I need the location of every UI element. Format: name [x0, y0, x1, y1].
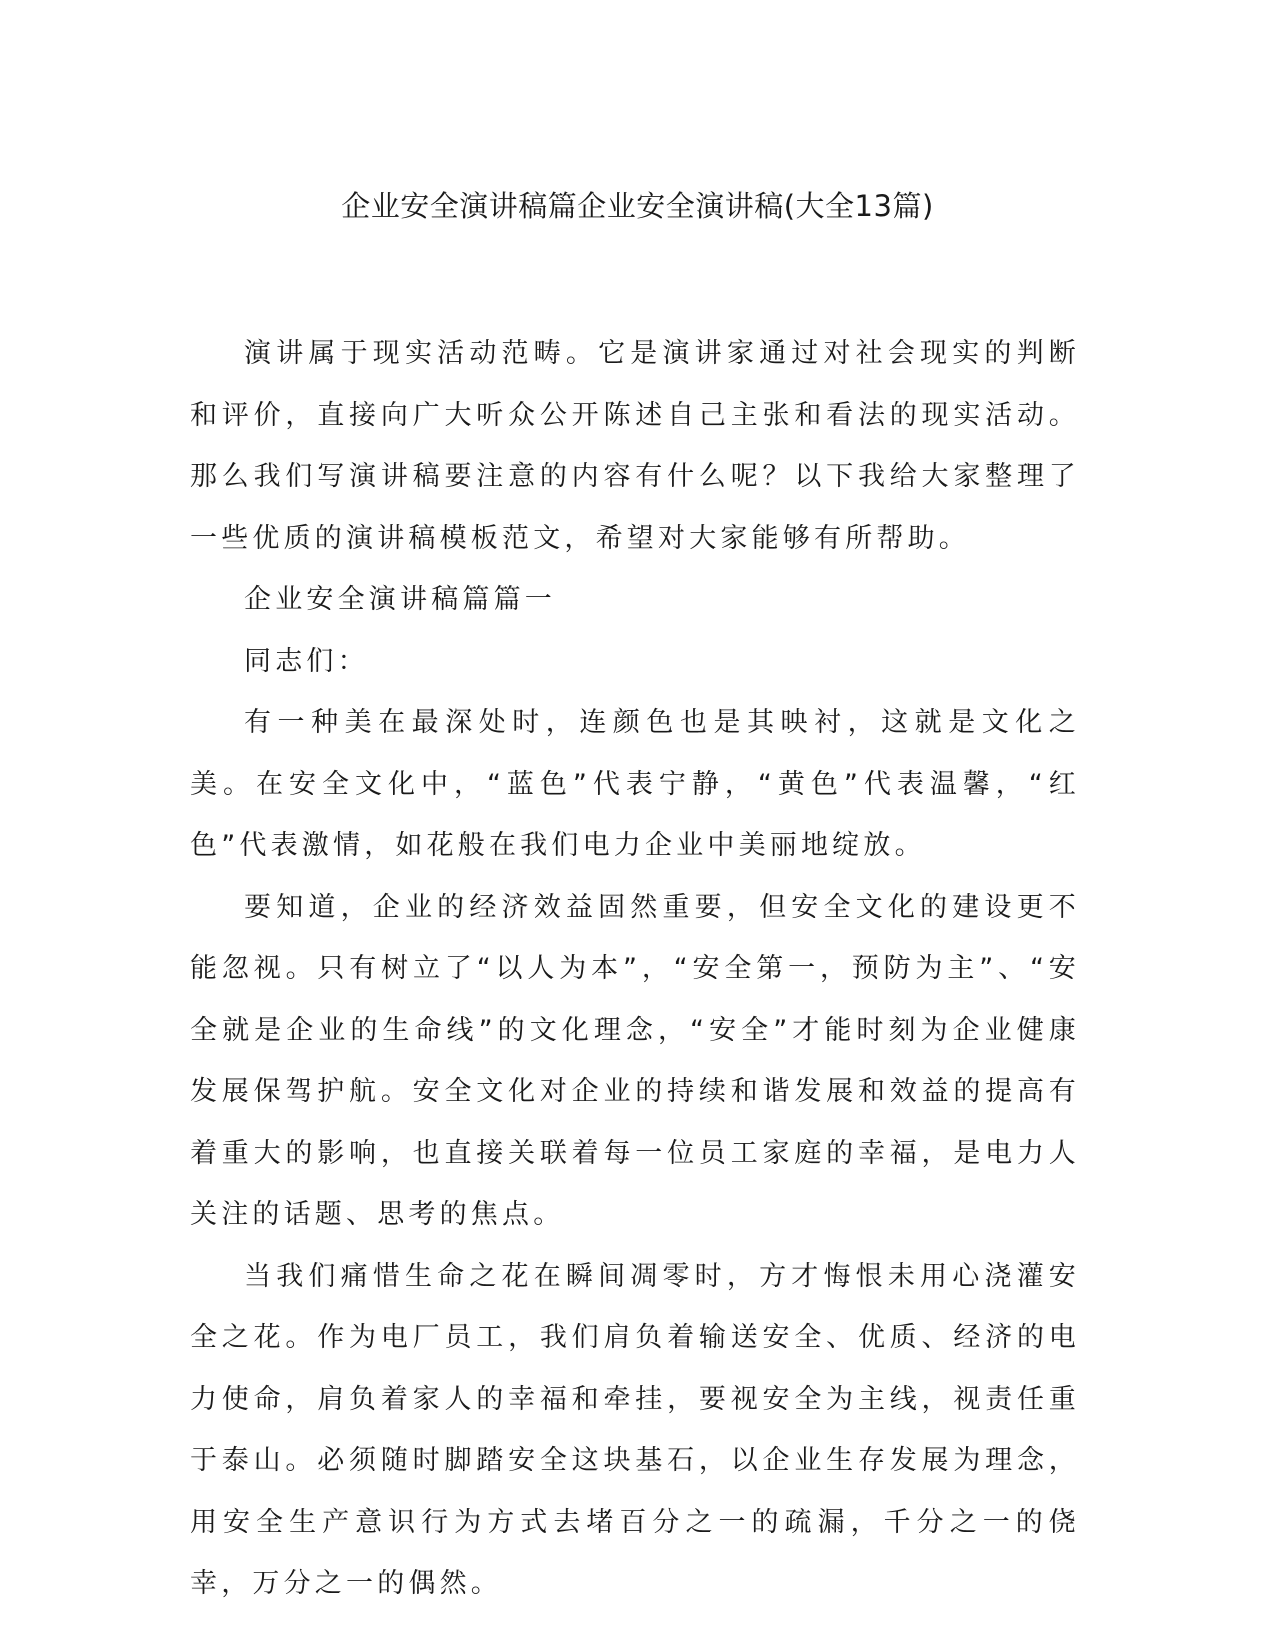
paragraph-culture-beauty: 有一种美在最深处时，连颜色也是其映衬，这就是文化之美。在安全文化中，“蓝色”代表宁静，“黄色”代表温馨，“红色”代表激情，如花般在我们电力企业中美丽地绽放。 — [190, 707, 1080, 861]
paragraph-responsibility: 当我们痛惜生命之花在瞬间凋零时，方才悔恨未用心浇灌安全之花。作为电厂员工，我们肩负着输送安全、优质、经济的电力使命，肩负着家人的幸福和牵挂，要视安全为主线，视责任重于泰山。必须随时脚踏安全这块基石，以企业生存发展为理念，用安全生产意识行为方式去堵百分之一的疏漏，千分之一的侥幸，万分之一的偶然。 — [190, 1260, 1080, 1599]
paragraph-safety-culture: 要知道，企业的经济效益固然重要，但安全文化的建设更不能忽视。只有树立了“以人为本”，“安全第一，预防为主”、“安全就是企业的生命线”的文化理念，“安全”才能时刻为企业健康发展保驾护航。安全文化对企业的持续和谐发展和效益的提高有着重大的影响，也直接关联着每一位员工家庭的幸福，是电力人关注的话题、思考的焦点。 — [190, 891, 1080, 1230]
document-body — [190, 323, 1080, 1615]
document-title: 企业安全演讲稿篇企业安全演讲稿(大全13篇) — [341, 189, 934, 223]
section-heading: 企业安全演讲稿篇篇一 — [244, 584, 556, 615]
salutation: 同志们： — [244, 645, 369, 677]
paragraph-intro: 演讲属于现实活动范畴。它是演讲家通过对社会现实的判断和评价，直接向广大听众公开陈述自己主张和看法的现实活动。那么我们写演讲稿要注意的内容有什么呢？以下我给大家整理了一些优质的演讲稿模板范文，希望对大家能够有所帮助。 — [190, 338, 1080, 554]
